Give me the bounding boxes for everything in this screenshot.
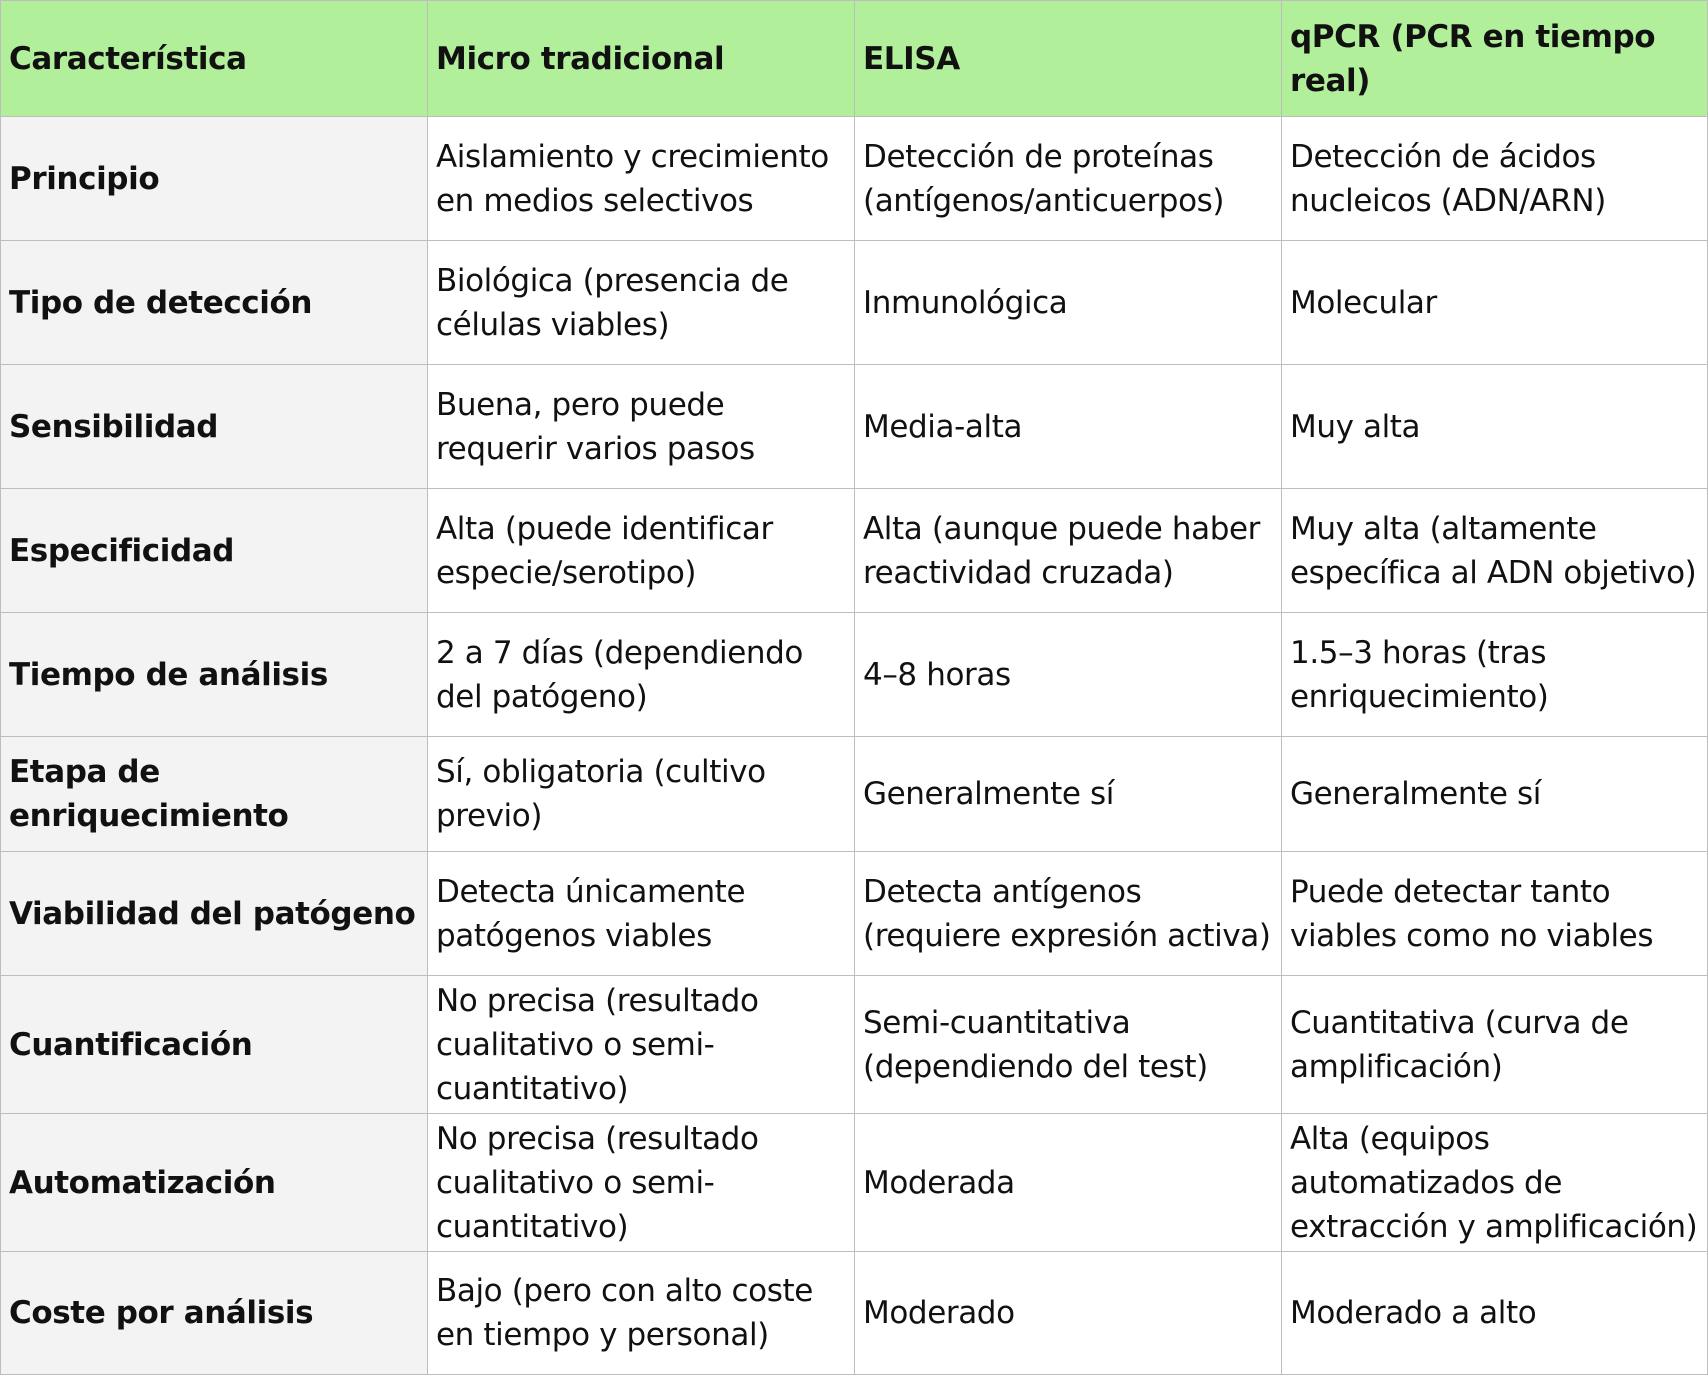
header-row <box>1 1 1708 117</box>
cell-elisa: Detección de proteínas (antígenos/anticuerpos) <box>855 117 1282 241</box>
cell-micro: 2 a 7 días (dependiendo del patógeno) <box>428 613 855 737</box>
table-row-cuantificacion <box>1 976 1708 1114</box>
row-label: Tiempo de análisis <box>1 613 428 737</box>
row-label: Tipo de detección <box>1 241 428 365</box>
row-label: Cuantificación <box>1 976 428 1114</box>
cell-elisa: Generalmente sí <box>855 737 1282 852</box>
cell-micro: Detecta únicamente patógenos viables <box>428 852 855 976</box>
row-label: Coste por análisis <box>1 1252 428 1375</box>
table-row-automatizacion <box>1 1114 1708 1252</box>
cell-qpcr: Alta (equipos automatizados de extracción y amplificación) <box>1282 1114 1708 1252</box>
cell-qpcr: Puede detectar tanto viables como no viables <box>1282 852 1708 976</box>
cell-elisa: 4–8 horas <box>855 613 1282 737</box>
cell-qpcr: 1.5–3 horas (tras enriquecimiento) <box>1282 613 1708 737</box>
cell-micro: Bajo (pero con alto coste en tiempo y personal) <box>428 1252 855 1375</box>
table-row-tipo-deteccion <box>1 241 1708 365</box>
table-body <box>1 117 1708 1375</box>
cell-qpcr: Muy alta <box>1282 365 1708 489</box>
cell-elisa: Detecta antígenos (requiere expresión activa) <box>855 852 1282 976</box>
cell-qpcr: Molecular <box>1282 241 1708 365</box>
table-row-etapa-enriquecimiento <box>1 737 1708 852</box>
table-row-sensibilidad <box>1 365 1708 489</box>
cell-qpcr: Detección de ácidos nucleicos (ADN/ARN) <box>1282 117 1708 241</box>
cell-qpcr: Generalmente sí <box>1282 737 1708 852</box>
header-caracteristica: Característica <box>1 1 428 117</box>
cell-micro: Biológica (presencia de células viables) <box>428 241 855 365</box>
cell-elisa: Semi-cuantitativa (dependiendo del test) <box>855 976 1282 1114</box>
cell-elisa: Alta (aunque puede haber reactividad cruzada) <box>855 489 1282 613</box>
table-row-principio <box>1 117 1708 241</box>
cell-micro: Alta (puede identificar especie/serotipo) <box>428 489 855 613</box>
table-row-coste <box>1 1252 1708 1375</box>
row-label: Automatización <box>1 1114 428 1252</box>
row-label: Sensibilidad <box>1 365 428 489</box>
header-micro-tradicional: Micro tradicional <box>428 1 855 117</box>
table-row-especificidad <box>1 489 1708 613</box>
table-header <box>1 1 1708 117</box>
cell-qpcr: Moderado a alto <box>1282 1252 1708 1375</box>
row-label: Especificidad <box>1 489 428 613</box>
row-label: Viabilidad del patógeno <box>1 852 428 976</box>
cell-micro: Aislamiento y crecimiento en medios selectivos <box>428 117 855 241</box>
cell-qpcr: Cuantitativa (curva de amplificación) <box>1282 976 1708 1114</box>
table-row-tiempo-analisis <box>1 613 1708 737</box>
cell-micro: Buena, pero puede requerir varios pasos <box>428 365 855 489</box>
cell-elisa: Moderada <box>855 1114 1282 1252</box>
cell-micro: Sí, obligatoria (cultivo previo) <box>428 737 855 852</box>
cell-qpcr: Muy alta (altamente específica al ADN objetivo) <box>1282 489 1708 613</box>
row-label: Principio <box>1 117 428 241</box>
cell-micro: No precisa (resultado cualitativo o semi-cuantitativo) <box>428 1114 855 1252</box>
cell-elisa: Media-alta <box>855 365 1282 489</box>
cell-elisa: Moderado <box>855 1252 1282 1375</box>
cell-elisa: Inmunológica <box>855 241 1282 365</box>
cell-micro: No precisa (resultado cualitativo o semi-cuantitativo) <box>428 976 855 1114</box>
row-label: Etapa de enriquecimiento <box>1 737 428 852</box>
header-qpcr: qPCR (PCR en tiempo real) <box>1282 1 1708 117</box>
table-row-viabilidad <box>1 852 1708 976</box>
header-elisa: ELISA <box>855 1 1282 117</box>
